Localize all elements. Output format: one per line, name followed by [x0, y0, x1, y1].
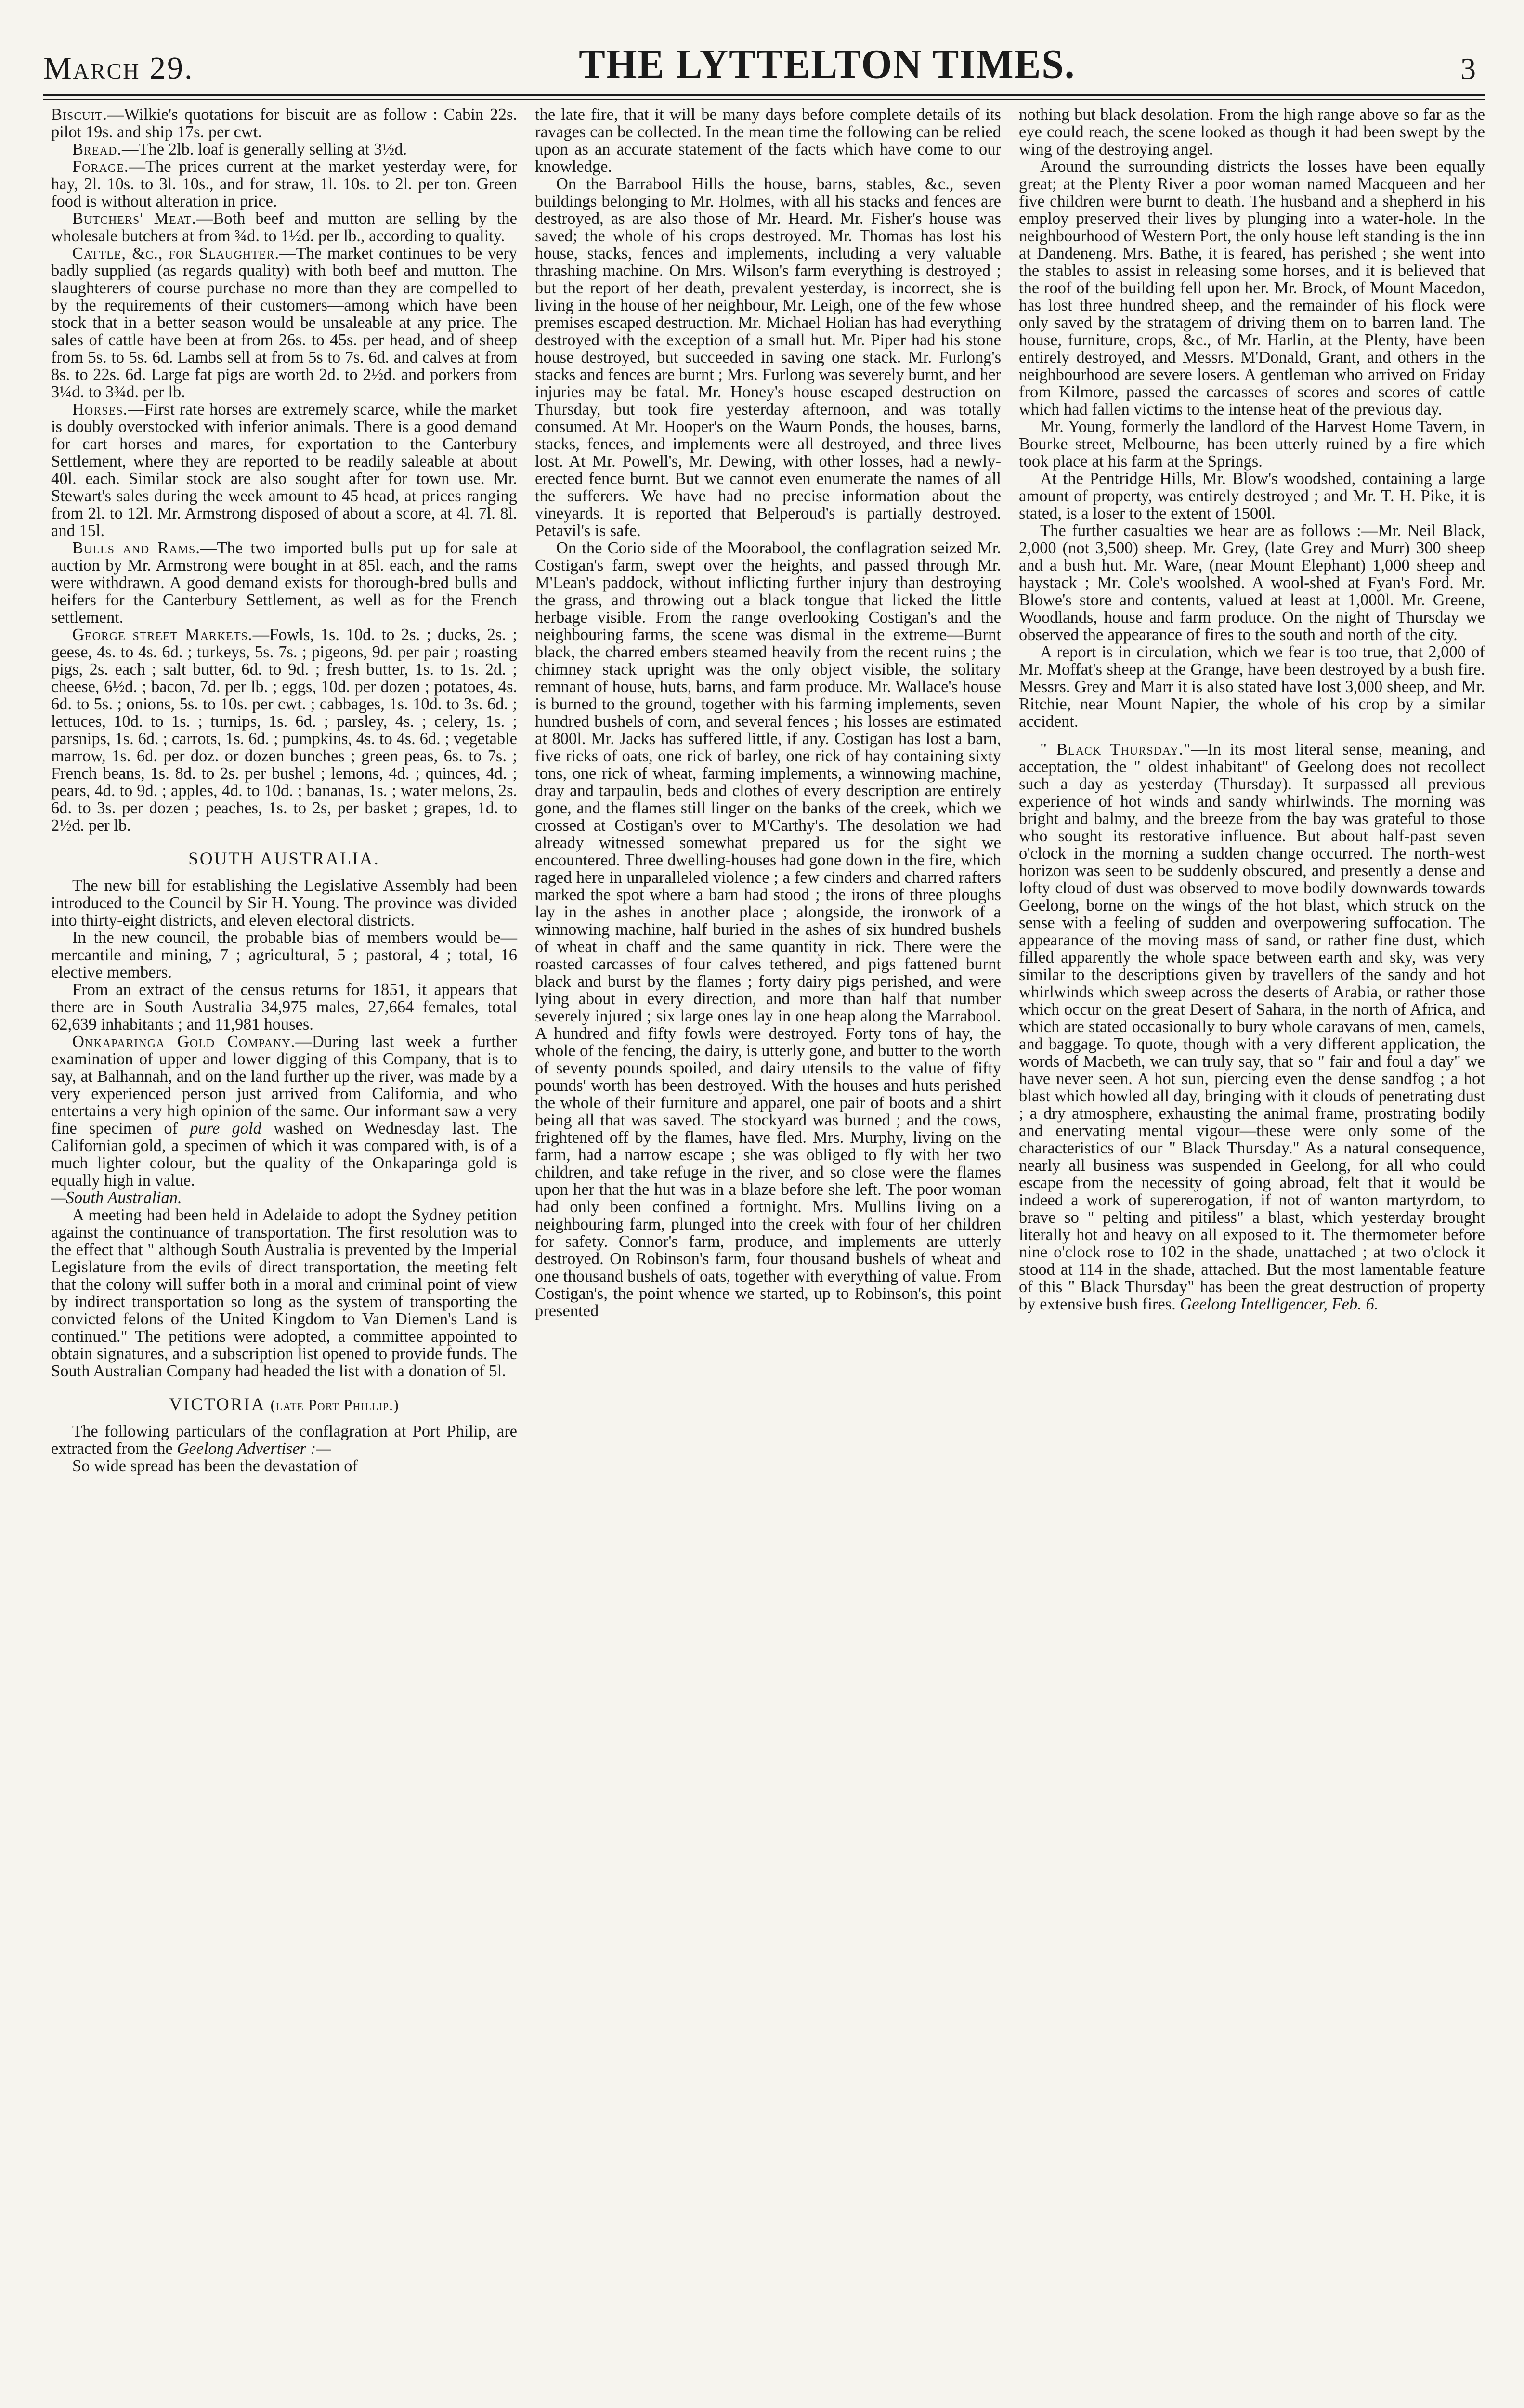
- spacer: [1019, 730, 1485, 741]
- market-item: Butchers' Meat.—Both beef and mutton are selling by the wholesale butchers at from ¾d. to 1½d. per lb., according to quality.: [51, 209, 517, 245]
- market-item: George street Markets.—Fowls, 1s. 10d. to 2s. ; ducks, 2s. ; geese, 4s. to 4s. 6d. ; turkeys, 5s. 7s. ; pigeons, 9d. per pair ; roasting pigs, 2s. each ; salt butter, 6d. to 9d. ; fresh butter, 1s. to 1s. 2d. ; cheese, 6½d. ; bacon, 7d. per lb. ; eggs, 10d. per dozen ; potatoes, 4s. 6d. to 5s. ; onions, 5s. to 10s. per cwt. ; cabbages, 1s. 10d. to 3s. 6d. ; lettuces, 10d. to 1s. ; turnips, 1s. 6d. ; parsley, 4s. ; celery, 1s. ; parsnips, 1s. 6d. ; carrots, 1s. 6d. ; pumpkins, 4s. to 4s. 6d. ; vegetable marrow, 1s. 6d. per doz. or dozen bunches ; green peas, 6s. to 7s. ; French beans, 1s. 8d. to 2s. per bushel ; lemons, 4d. ; quinces, 4d. ; pears, 4d. to 9d. ; apples, 4d. to 10d. ; bananas, 1s. ; water melons, 2s. 6d. to 3s. per dozen ; peaches, 1s. to 2s, per basket ; grapes, 1d. to 2½d. per lb.: [51, 626, 518, 835]
- issue-date: March 29.: [43, 51, 194, 86]
- article-paragraph: On the Barrabool Hills the house, barns, stables, &c., seven buildings belonging to Mr. Holmes, with all his stacks and fences are destroyed, as are also those of Mr. Heard. Mr. Fisher's house was saved; the whole of his crops destroyed. Mr. Thomas has lost his house, stacks, fences and implements, including a very valuable thrashing machine. On Mrs. Wilson's farm everything is destroyed ; but the report of her death, prevalent yesterday, is incorrect, she is living in the house of her neighbour, Mr. Leigh, one of the few whose premises escaped destruction. Mr. Michael Holian has had everything destroyed with the exception of a small hut. Mr. Piper had his stone house destroyed, but succeeded in saving one stack. Mr. Furlong's stacks and fences are burnt ; Mrs. Furlong was severely burnt, and her injuries may be fatal. Mr. Honey's house escaped destruction on Thursday, but took fire yesterday afternoon, and was totally consumed. At Mr. Hooper's on the Waurn Ponds, the houses, barns, stacks, fences, and implements were all destroyed, and three lives lost. At Mr. Powell's, Mr. Dewing, with other losses, had a newly-erected fence burnt. But we cannot even enumerate the names of all the sufferers. We have had no precise information about the vineyards. It is reported that Belperoud's is partially destroyed. Petavil's is safe.: [535, 175, 1001, 540]
- masthead: [43, 34, 1476, 87]
- market-item: Biscuit.—Wilkie's quotations for biscuit are as follow : Cabin 22s. pilot 19s. and ship 17s. per cwt.: [51, 106, 517, 141]
- article-paragraph: On the Corio side of the Moorabool, the conflagration seized Mr. Costigan's farm, swept over the heights, and passed through Mr. M'Lean's paddock, without inflicting further injury than destroying the grass, and throwing out a black tongue that licked the little herbage visible. From the range overlooking Costigan's and the neighbouring farms, the scene was dismal in the extreme—Burnt black, the charred embers steamed heavily from the recent ruins ; the chimney stack upright was the only object visible, the solitary remnant of house, huts, barns, and farm produce. Mr. Wallace's house is burned to the ground, together with his farming implements, seven hundred bushels of corn, and several fences ; his losses are estimated at 800l. Mr. Jacks has suffered little, if any. Costigan has lost a barn, five ricks of oats, one rick of barley, one rick of hay containing sixty tons, one rick of wheat, farming implements, a winnowing machine, dray and tarpaulin, beds and clothes of every description are entirely gone, and the flames still linger on the banks of the creek, which we crossed at Costigan's over to M'Carthy's. The desolation we had already witnessed somewhat prepared us for the sight we encountered. Three dwelling-houses had gone down in the fire, which raged here in unparalleled violence ; a few cinders and charred rafters marked the spot where a barn had stood ; the irons of three ploughs lay in the ashes in another place ; alongside, the ironwork of a winnowing machine, half buried in the ashes of six hundred bushels of wheat in chaff and the same quantity in rick. There were the roasted carcasses of four calves tethered, and pigs fattened burnt black and burst by the flames ; forty dairy pigs perished, and were lying about in every direction, and more than half that number severely injured ; six large ones lay in one heap along the Marrabool. A hundred and fifty fowls were destroyed. Forty tons of hay, the whole of the fencing, the dairy, is utterly gone, and butter to the worth of seventy pounds spoiled, and dairy utensils to the value of fifty pounds' worth has been destroyed. With the houses and huts perished the whole of their furniture and apparel, one pair of boots and a shirt being all that was saved. The stockyard was burned ; and the cows, frightened off by the flames, have fled. Mrs. Murphy, living on the farm, had a narrow escape ; she was obliged to fly with her two children, and take refuge in the river, and so close were the flames upon her that the hut was in a blaze before she left. The poor woman had only been confined a fortnight. Mrs. Mullins living on a neighbouring farm, plunged into the creek with four of her children for safety. Connor's farm, produce, and implements are utterly destroyed. On Robinson's farm, four thousand bushels of wheat and one thousand bushels of oats, together with everything of value. From Costigan's, the point whence we started, up to Robinson's, this point presented: [535, 539, 1001, 1320]
- article-paragraph: " Black Thursday."—In its most literal sense, meaning, and acceptation, the " oldest inhabitant" of Geelong does not recollect such a day as yesterday (Thursday). It surpassed all previous experience of hot winds and sandy whirlwinds. The morning was bright and balmy, and the breeze from the bay was grateful to those who sought its restorative influence. But about half-past seven o'clock in the morning a sudden change occurred. The north-west horizon was seen to be suddenly obscured, and presently a dense and lofty cloud of dust was observed to move bodily downwards towards Geelong, borne on the wings of the hot blast, which struck on the sense with a feeling of sudden and overpowering suffocation. The appearance of the moving mass of sand, or rather fine dust, which filled apparently the whole space between earth and sky, was very similar to the descriptions given by travellers of the sandy and hot whirlwinds which sweep across the deserts of Arabia, or rather those which occur on the great Desert of Sahara, in the north of Africa, and which are stated occasionally to bury whole caravans of men, camels, and baggage. To quote, though with a very different application, the words of Macbeth, we can truly say, that so " fair and foul a day" we have never seen. A hot sun, piercing even the dense sandfog ; a hot blast which howled all day, bringing with it clouds of penetrating dust ; a dry atmosphere, exhausting the animal frame, prostrating bodily and enervating mental vigour—these were only some of the characteristics of our " Black Thursday." As a natural consequence, nearly all business was suspended in Geelong, for all who could escape from the necessity of going abroad, felt that it would be indeed a work of supererogation, if not of wanton martyrdom, to brave so " pelting and pitiless" a blast, which yesterday brought literally hot and heavy on all exposed to it. The thermometer before nine o'clock rose to 102 in the shade, unattached ; at two o'clock it stood at 114 in the shade, attached. But the most lamentable feature of this " Black Thursday" has been the great destruction of property by extensive bush fires. Geelong Intelligencer, Feb. 6.: [1019, 740, 1485, 1313]
- article-paragraph: Onkaparinga Gold Company.—During last week a further examination of upper and lower digging of this Company, that is to say, at Balhannah, and on the land further up the river, was made by a very experienced person just arrived from California, and who entertains a very high opinion of the same. Our informant saw a very fine specimen of pure gold washed on Wednesday last. The Californian gold, a specimen of which it was compared with, is of a much lighter colour, but the quality of the Onkaparinga gold is equally high in value. —South Australian.: [51, 1033, 517, 1207]
- masthead-rule: [43, 94, 1485, 96]
- article-paragraph: The new bill for establishing the Legislative Assembly had been introduced to the Council by Sir H. Young. The province was divided into thirty-eight districts, and eleven electoral districts.: [51, 877, 517, 929]
- article-paragraph: the late fire, that it will be many days before complete details of its ravages can be collected. In the mean time the following can be relied upon as an accurate statement of the facts which have come to our knowledge.: [535, 106, 1001, 176]
- article-paragraph: A meeting had been held in Adelaide to adopt the Sydney petition against the continuance of transportation. The first resolution was to the effect that " although South Australia is prevented by the Imperial Legislature from the evils of direct transportation, the meeting felt that the colony will suffer both in a moral and criminal point of view by indirect transportation so long as the system of transporting the convicted felons of the United Kingdom to Van Diemen's Land is continued." The petitions were adopted, a committee appointed to obtain signatures, and a subscription list opened to provide funds. The South Australian Company had headed the list with a donation of 5l.: [51, 1206, 517, 1380]
- market-item: Bread.—The 2lb. loaf is generally selling at 3½d.: [72, 140, 407, 158]
- masthead-rule-thin: [43, 99, 1485, 100]
- market-item: Cattle, &c., for Slaughter.—The market continues to be very badly supplied (as regards quality) with both beef and mutton. The slaughterers of course purchase no more than they are compelled to by the requirements of their customers—among which have been stock that in a better season would be unsaleable at any price. The sales of cattle have been at from 26s. to 45s. per head, and of sheep from 5s. to 5s. 6d. Lambs sell at from 5s to 7s. 6d. and calves at from 8s. to 22s. 6d. Large fat pigs are worth 2d. to 2½d. and porkers from 3¼d. to 3¾d. per lb.: [51, 244, 518, 401]
- article-paragraph: In the new council, the probable bias of members would be—mercantile and mining, 7 ; agricultural, 5 ; pastoral, 4 ; total, 16 elective members.: [51, 929, 517, 982]
- article-paragraph: At the Pentridge Hills, Mr. Blow's woodshed, containing a large amount of property, was entirely destroyed ; and Mr. T. H. Pike, it is stated, is a loser to the extent of 1500l.: [1019, 470, 1485, 523]
- article-paragraph: From an extract of the census returns for 1851, it appears that there are in South Australia 34,975 males, 27,664 females, total 62,639 inhabitants ; and 11,981 houses.: [51, 981, 517, 1034]
- article-paragraph: A report is in circulation, which we fear is too true, that 2,000 of Mr. Moffat's sheep at the Grange, have been destroyed by a bush fire. Messrs. Grey and Marr it is also stated have lost 3,000 sheep, and Mr. Ritchie, near Mount Napier, the whole of his crop by a similar accident.: [1019, 643, 1485, 731]
- section-heading-victoria: VICTORIA (late Port Phillip.): [169, 1395, 399, 1414]
- article-paragraph: So wide spread has been the devastation of: [72, 1457, 358, 1475]
- article-paragraph: Around the surrounding districts the losses have been equally great; at the Plenty River a poor woman named Macqueen and her five children were burnt to death. The husband and a shepherd in his employ preserved their lives by plunging into a water-hole. In the neighbourhood of Western Port, the only house left standing is the inn at Dandeneng. Mrs. Bathe, it is feared, has perished ; she went into the stables to assist in releasing some horses, and it is believed that the roof of the building fell upon her. Mr. Brock, of Mount Macedon, has lost three hundred sheep, and the remainder of his flock were only saved by the stratagem of driving them on to barren land. The house, furniture, crops, &c., of Mr. Harlin, at the Plenty, have been entirely destroyed, and Messrs. M'Donald, Grant, and others in the neighbourhood are severe losers. A gentleman who arrived on Friday from Kilmore, passed the carcasses of scores and scores of cattle which had fallen victims to the intense heat of the previous day.: [1019, 157, 1485, 419]
- section-heading-south-australia: SOUTH AUSTRALIA.: [188, 849, 380, 869]
- article-paragraph: nothing but black desolation. From the high range above so far as the eye could reach, the scene looked as though it had been swept by the wing of the destroying angel.: [1019, 106, 1485, 158]
- article-paragraph: Mr. Young, formerly the landlord of the Harvest Home Tavern, in Bourke street, Melbourne, has been utterly ruined by a fire which took place at his farm at the Springs.: [1019, 418, 1485, 471]
- article-paragraph: The further casualties we hear are as follows :—Mr. Neil Black, 2,000 (not 3,500) sheep. Mr. Grey, (late Grey and Murr) 300 sheep and a bush hut. Mr. Ware, (near Mount Elephant) 1,000 sheep and haystack ; Mr. Cole's woolshed. A wool-shed at Fyan's Ford. Mr. Blowe's store and contents, valued at least at 1,000l. Mr. Greene, Woodlands, house and farm produce. On the night of Thursday we observed the appearance of fires to the south and north of the city.: [1019, 522, 1485, 644]
- column-3: [1016, 106, 1488, 2403]
- market-item: Forage.—The prices current at the market yesterday were, for hay, 2l. 10s. to 3l. 10s., and for straw, 1l. 10s. to 2l. per ton. Green food is without alteration in price.: [51, 157, 517, 210]
- page-number: 3: [1460, 52, 1476, 86]
- market-item: Horses.—First rate horses are extremely scarce, while the market is doubly overstocked with inferior animals. There is a good demand for cart horses and mares, for exportation to the Canterbury Settlement, where they are reported to be readily saleable at about 40l. each. Similar stock are also sought after for town use. Mr. Stewart's sales during the week amount to 45 head, at prices ranging from 2l. to 12l. Mr. Armstrong disposed of about a score, at 4l. 7l. 8l. and 15l.: [51, 400, 517, 540]
- column-2: [532, 106, 1004, 2403]
- article-paragraph: The following particulars of the conflagration at Port Philip, are extracted from the Geelong Advertiser :—: [51, 1422, 517, 1458]
- columns: [48, 106, 1488, 2403]
- newspaper-title: THE LYTTELTON TIMES.: [579, 40, 1076, 87]
- column-1: [48, 106, 520, 2403]
- market-item: Bulls and Rams.—The two imported bulls put up for sale at auction by Mr. Armstrong were bought in at 85l. each, and the rams were withdrawn. A good demand exists for thorough-bred bulls and heifers for the Canterbury Settlement, as well as for the French settlement.: [51, 539, 517, 627]
